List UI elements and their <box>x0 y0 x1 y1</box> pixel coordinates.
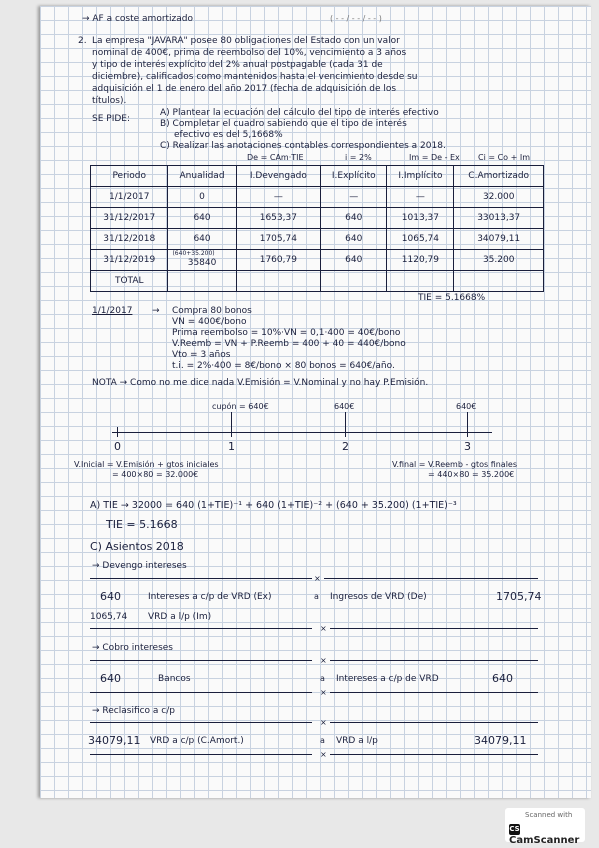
camscanner-logo-icon: CS <box>509 825 520 833</box>
nota-text: NOTA → Como no me dice nada V.Emisión = V.Nominal y no hay P.Emisión. <box>92 378 429 388</box>
initial-value: = 400×80 = 32.000€ <box>112 470 199 479</box>
debit-account: Bancos <box>158 674 191 684</box>
table-cell <box>168 271 236 292</box>
table-header-row <box>91 166 544 187</box>
scanner-caption: Scanned with <box>525 811 573 819</box>
timeline-tick <box>345 427 346 437</box>
arrow-icon: → <box>152 306 160 316</box>
table-cell <box>168 250 236 271</box>
table-row <box>91 229 544 250</box>
table-cell <box>321 271 387 292</box>
table-cell: 640 <box>321 250 387 271</box>
table-cell: TOTAL <box>91 271 168 292</box>
entry-separator: a <box>314 592 319 601</box>
table-cell: 33013,37 <box>454 208 544 229</box>
entry-heading: → Devengo intereses <box>92 561 187 571</box>
entry-heading: → Cobro intereses <box>92 643 173 653</box>
formula-ci: Ci = Co + Im <box>478 153 531 162</box>
entry-line <box>330 692 538 693</box>
final-value: V.final = V.Reemb - gtos finales <box>392 460 518 469</box>
entry-line <box>90 754 312 755</box>
table-cell: 640 <box>168 229 236 250</box>
problem-line: diciembre), calificados como mantenidos hasta el vencimiento desde su <box>92 72 418 82</box>
table-cell <box>454 271 544 292</box>
column-header: Anualidad <box>168 166 236 187</box>
timeline-tick <box>467 427 468 437</box>
se-pide-item: C) Realizar las anotaciones contables correspondientes a 2018. <box>160 141 446 151</box>
formula-i: i = 2% <box>345 153 372 162</box>
table-cell: 32.000 <box>454 187 544 208</box>
credit-account: Ingresos de VRD (De) <box>330 592 427 602</box>
compra-line: t.i. = 2%·400 = 8€/bono × 80 bonos = 640€/año. <box>172 361 395 371</box>
entry-line <box>90 660 312 661</box>
compra-line: Compra 80 bonos <box>172 306 252 316</box>
annuity-value: 35840 <box>187 258 217 268</box>
table-cell: 1013,37 <box>387 208 454 229</box>
entry-line <box>90 692 312 693</box>
entry-separator: × <box>314 574 321 583</box>
entry-line <box>330 660 538 661</box>
timeline-label: 2 <box>342 440 349 453</box>
compra-line: Prima reembolso = 10%·VN = 0,1·400 = 40€/bono <box>172 328 401 338</box>
table-cell: 1653,37 <box>236 208 320 229</box>
table-cell: 31/12/2017 <box>91 208 168 229</box>
credit-amount: 1705,74 <box>496 590 542 603</box>
credit-account: VRD a l/p <box>336 736 378 746</box>
column-header: Periodo <box>91 166 168 187</box>
problem-line: títulos). <box>92 96 127 106</box>
entry-separator: × <box>320 750 327 759</box>
compra-line: V.Reemb = VN + P.Reemb = 400 + 40 = 440€/bono <box>172 339 406 349</box>
column-header: I.Devengado <box>236 166 320 187</box>
entry-line <box>330 722 538 723</box>
table-cell <box>387 271 454 292</box>
credit-amount: 640 <box>492 672 513 685</box>
entry-separator: a <box>320 736 325 745</box>
formula-de: De = CAm·TIE <box>247 153 304 162</box>
coupon-label: cupón = 640€ <box>212 402 269 411</box>
se-pide-label: SE PIDE: <box>92 114 130 124</box>
entry-line <box>330 628 538 629</box>
table-cell: 1705,74 <box>236 229 320 250</box>
debit-amount: 640 <box>100 672 121 685</box>
camscanner-badge <box>505 808 585 846</box>
credit-amount: 34079,11 <box>474 734 527 747</box>
table-cell: — <box>236 187 320 208</box>
entry-line <box>330 754 538 755</box>
column-header: C.Amortizado <box>454 166 544 187</box>
table-cell: 1120,79 <box>387 250 454 271</box>
problem-line: nominal de 400€, prima de reembolso del 10%, vencimiento a 3 años <box>92 48 407 58</box>
table-cell: 34079,11 <box>454 229 544 250</box>
entry-separator: × <box>320 688 327 697</box>
se-pide-item: B) Completar el cuadro sabiendo que el tipo de interés <box>160 119 407 129</box>
entry-separator: a <box>320 674 325 683</box>
entry-separator: × <box>320 656 327 665</box>
table-cell: 1760,79 <box>236 250 320 271</box>
table-row <box>91 208 544 229</box>
table-cell: 640 <box>321 208 387 229</box>
compra-date: 1/1/2017 <box>92 306 133 316</box>
table-cell: 35.200 <box>454 250 544 271</box>
table-cell: 640 <box>168 208 236 229</box>
table-row <box>91 271 544 292</box>
debit-amount: 34079,11 <box>88 734 141 747</box>
coupon-label: 640€ <box>456 402 477 411</box>
coupon-label: 640€ <box>334 402 355 411</box>
credit-account: Intereses a c/p de VRD <box>336 674 439 684</box>
debit-amount: 640 <box>100 590 121 603</box>
scanner-brand-text: CamScanner <box>509 835 580 846</box>
entry-heading: → Reclasifico a c/p <box>92 706 175 716</box>
compra-line: VN = 400€/bono <box>172 317 247 327</box>
compra-line: Vto = 3 años <box>172 350 231 360</box>
entry-line <box>90 578 312 579</box>
entry-separator: × <box>320 718 327 727</box>
debit-account: VRD a c/p (C.Amort.) <box>150 736 244 746</box>
table-cell: 31/12/2019 <box>91 250 168 271</box>
table-cell: 1/1/2017 <box>91 187 168 208</box>
table-cell: 31/12/2018 <box>91 229 168 250</box>
table-cell: 640 <box>321 229 387 250</box>
timeline-axis <box>112 432 492 433</box>
table-cell: 0 <box>168 187 236 208</box>
entry-line <box>324 578 538 579</box>
timeline-tick <box>231 427 232 437</box>
scanner-brand <box>509 823 585 846</box>
problem-line: La empresa "JAVARA" posee 80 obligaciones del Estado con un valor <box>92 36 400 46</box>
entry-line <box>90 628 312 629</box>
final-value: = 440×80 = 35.200€ <box>428 470 515 479</box>
section-title: → AF a coste amortizado <box>82 14 194 24</box>
tie-result: TIE = 5.1668 <box>106 518 178 531</box>
table-cell: — <box>321 187 387 208</box>
formula-im: Im = De - Ex <box>409 153 460 162</box>
debit-account: Intereses a c/p de VRD (Ex) <box>148 592 272 602</box>
se-pide-item: efectivo es del 5,1668% <box>174 130 283 140</box>
problem-number: 2. <box>78 36 87 46</box>
timeline-label: 1 <box>228 440 235 453</box>
amortization-table <box>90 165 544 292</box>
table-cell: 1065,74 <box>387 229 454 250</box>
problem-line: adquisición el 1 de enero del año 2017 (fecha de adquisición de los <box>92 84 397 94</box>
entry-line <box>90 722 312 723</box>
timeline-tick <box>117 427 118 437</box>
initial-value: V.Inicial = V.Emisión + gtos iniciales <box>74 460 219 469</box>
tie-note: TIE = 5.1668% <box>418 293 486 303</box>
debit-account: VRD a l/p (Im) <box>148 612 212 622</box>
annuity-note: (640+35.200) <box>172 250 215 257</box>
column-header: I.Explícito <box>321 166 387 187</box>
table-cell <box>236 271 320 292</box>
table-row <box>91 250 544 271</box>
timeline-label: 0 <box>114 440 121 453</box>
timeline-label: 3 <box>464 440 471 453</box>
tie-equation: A) TIE → 32000 = 640 (1+TIE)⁻¹ + 640 (1+TIE)⁻² + (640 + 35.200) (1+TIE)⁻³ <box>90 500 457 511</box>
se-pide-item: A) Plantear la ecuación del cálculo del tipo de interés efectivo <box>160 108 439 118</box>
debit-amount: 1065,74 <box>90 612 128 622</box>
column-header: I.Implícito <box>387 166 454 187</box>
table-cell: — <box>387 187 454 208</box>
entry-separator: × <box>320 624 327 633</box>
date-stamp: ( - - / - - / - - ) <box>330 14 382 23</box>
problem-line: y tipo de interés explícito del 2% anual postpagable (cada 31 de <box>92 60 383 70</box>
asientos-title: C) Asientos 2018 <box>90 540 184 553</box>
table-row <box>91 187 544 208</box>
